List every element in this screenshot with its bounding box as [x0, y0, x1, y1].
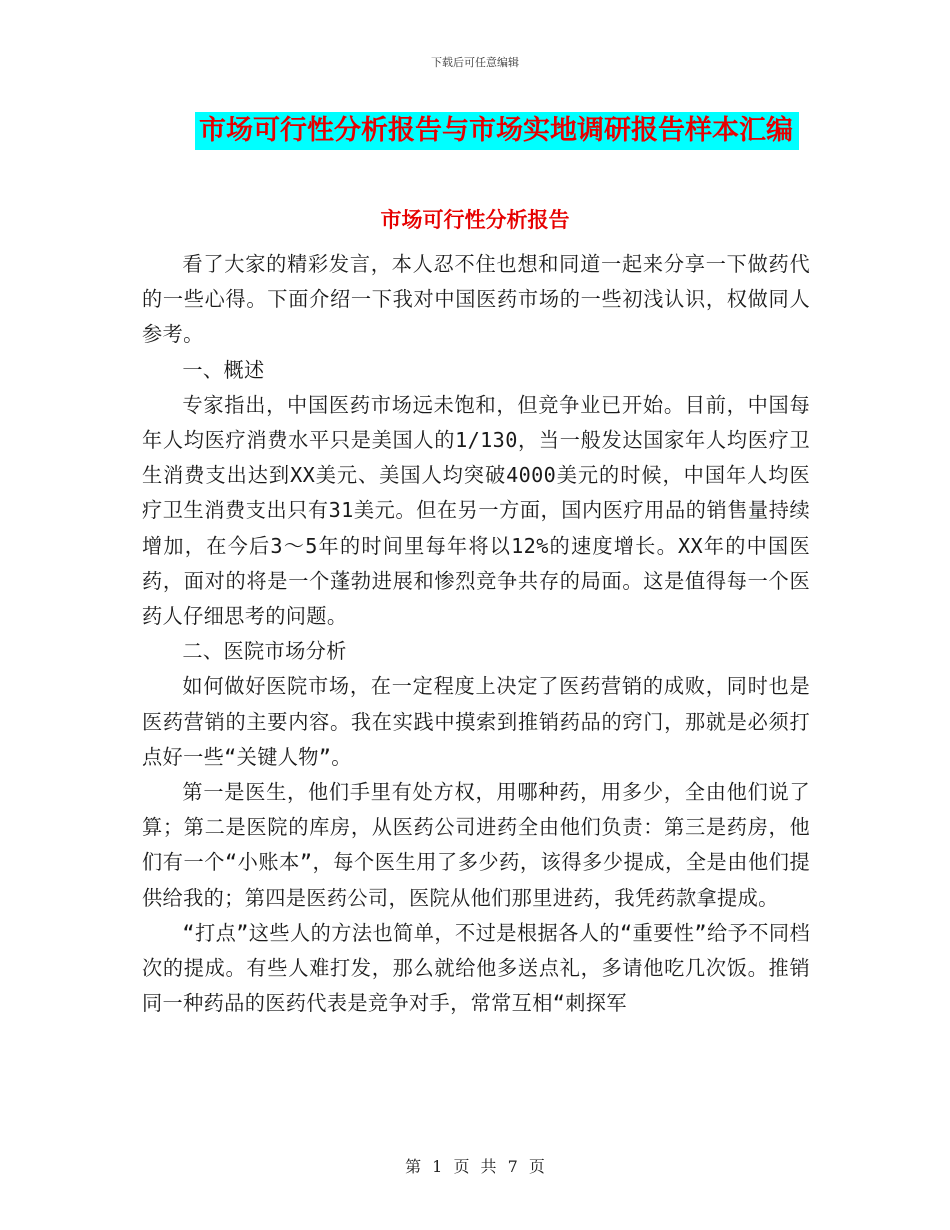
body-text: [142, 247, 810, 1021]
heading-overview: 一、概述: [182, 357, 265, 382]
doc-title: 市场可行性分析报告与市场实地调研报告样本汇编: [195, 112, 799, 150]
paragraph-intro: 看了大家的精彩发言，本人忍不住也想和同道一起来分享一下做药代的一些心得。下面介绍一下我对中国医药市场的一些初浅认识，权做同人参考。: [142, 252, 810, 347]
paragraph-methods: “打点”这些人的方法也简单，不过是根据各人的“重要性”给予不同档次的提成。有些人难打发，那么就给他多送点礼，多请他吃几次饭。推销同一种药品的医药代表是竞争对手，常常互相“刺探军: [142, 920, 810, 1016]
paragraph-overview: 专家指出，中国医药市场远未饱和，但竞争业已开始。目前，中国每年人均医疗消费水平只是美国人的1/130，当一般发达国家年人均医疗卫生消费支出达到XX美元、美国人均突破4000美元的时候，中国年人均医疗卫生消费支出只有31美元。但在另一方面，国内医疗用品的销售量持续增加，在今后3～5年的时间里每年将以12%的速度增长。XX年的中国医药，面对的将是一个蓬勃进展和惨烈竞争共存的局面。这是值得每一个医药人仔细思考的问题。: [142, 392, 810, 629]
page-footer: 第 1 页 共 7 页: [405, 1157, 545, 1176]
paragraph-key-people: 第一是医生，他们手里有处方权，用哪种药，用多少，全由他们说了算；第二是医院的库房，从医药公司进药全由他们负责：第三是药房，他们有一个“小账本”，每个医生用了多少药，该得多少提成，全是由他们提供给我的；第四是医药公司，医院从他们那里进药，我凭药款拿提成。: [142, 780, 810, 910]
section-title: 市场可行性分析报告: [380, 207, 570, 232]
header-note: 下载后可任意编辑: [431, 56, 519, 69]
doc-title-wrap: [0, 112, 950, 150]
paragraph-hospital-market: 如何做好医院市场，在一定程度上决定了医药营销的成败，同时也是医药营销的主要内容。我在实践中摸索到推销药品的窍门，那就是必须打点好一些“关键人物”。: [142, 674, 810, 769]
heading-hospital-market: 二、医院市场分析: [182, 639, 347, 664]
